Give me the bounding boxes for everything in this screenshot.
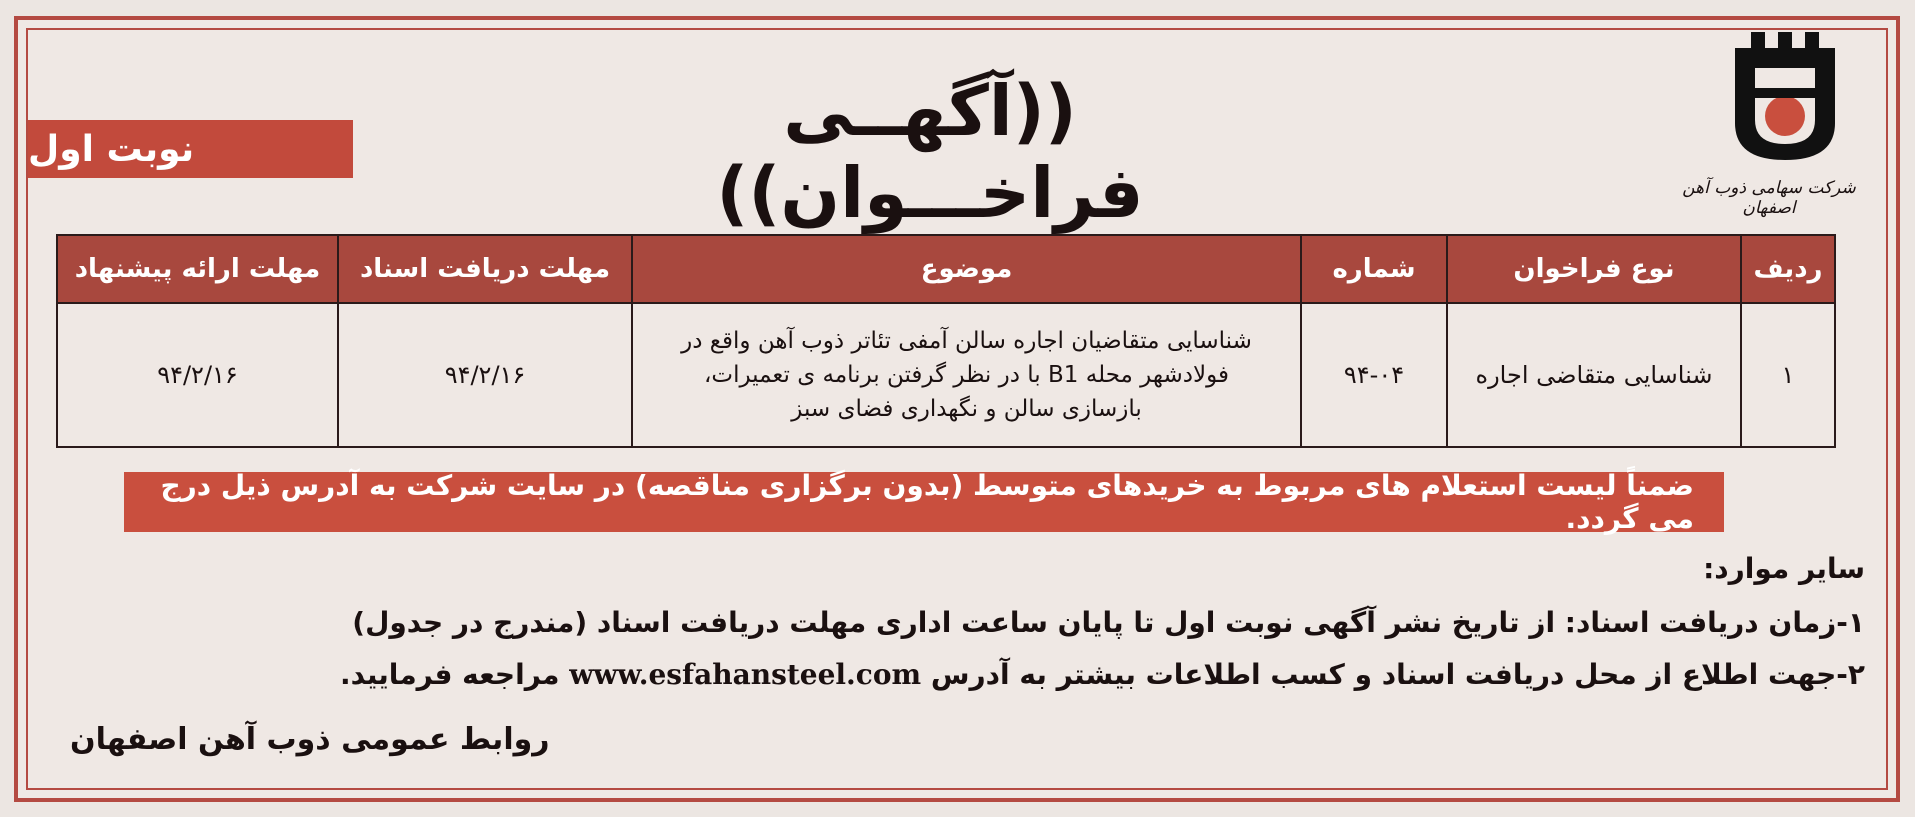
- column-header-proposal-deadline: مهلت ارائه پیشنهاد: [57, 235, 338, 303]
- table-header-row: [57, 235, 1835, 303]
- other-item-1: ۱-زمان دریافت اسناد: از تاریخ نشر آگهی نوبت اول تا پایان ساعت اداری مهلت دریافت اسناد (مندرج در جدول): [352, 606, 1865, 639]
- round-badge: نوبت اول: [28, 120, 353, 178]
- other-items-heading: سایر موارد:: [1703, 552, 1865, 585]
- tender-table: [56, 234, 1836, 448]
- cell-topic: [632, 303, 1301, 447]
- topic-line: بازسازی سالن و نگهداری فضای سبز: [791, 396, 1142, 422]
- other-item-2: [45, 658, 1865, 691]
- company-signature: شرکت سهامی ذوب آهن اصفهان: [1682, 178, 1856, 218]
- cell-type: شناسایی متقاضی اجاره: [1447, 303, 1741, 447]
- cell-row-no: ۱: [1741, 303, 1835, 447]
- cell-proposal-deadline: ۹۴/۲/۱۶: [57, 303, 338, 447]
- note-banner: ضمناً لیست استعلام های مربوط به خریدهای متوسط (بدون برگزاری مناقصه) در سایت شرکت به آدرس ذیل درج می گردد.: [124, 472, 1724, 532]
- topic-line: شناسایی متقاضیان اجاره سالن آمفی تئاتر ذوب آهن واقع در: [681, 328, 1252, 354]
- esfahan-steel-logo-icon: [1715, 28, 1855, 168]
- cell-doc-deadline: ۹۴/۲/۱۶: [338, 303, 632, 447]
- website-link[interactable]: www.esfahansteel.com: [569, 658, 922, 691]
- topic-line: فولادشهر محله B1 با در نظر گرفتن برنامه ی تعمیرات،: [704, 362, 1229, 388]
- table-row: [57, 303, 1835, 447]
- other-item-2-suffix: مراجعه فرمایید.: [340, 658, 560, 691]
- page-title: ((آگهــی فراخـــوان)): [716, 70, 1144, 234]
- column-header-topic: موضوع: [632, 235, 1301, 303]
- public-relations-signature: روابط عمومی ذوب آهن اصفهان: [70, 722, 550, 757]
- column-header-doc-deadline: مهلت دریافت اسناد: [338, 235, 632, 303]
- column-header-type: نوع فراخوان: [1447, 235, 1741, 303]
- cell-number: ۹۴-۰۴: [1301, 303, 1447, 447]
- other-item-2-prefix: ۲-جهت اطلاع از محل دریافت اسناد و کسب اطلاعات بیشتر به آدرس: [930, 658, 1865, 691]
- column-header-number: شماره: [1301, 235, 1447, 303]
- column-header-row-no: ردیف: [1741, 235, 1835, 303]
